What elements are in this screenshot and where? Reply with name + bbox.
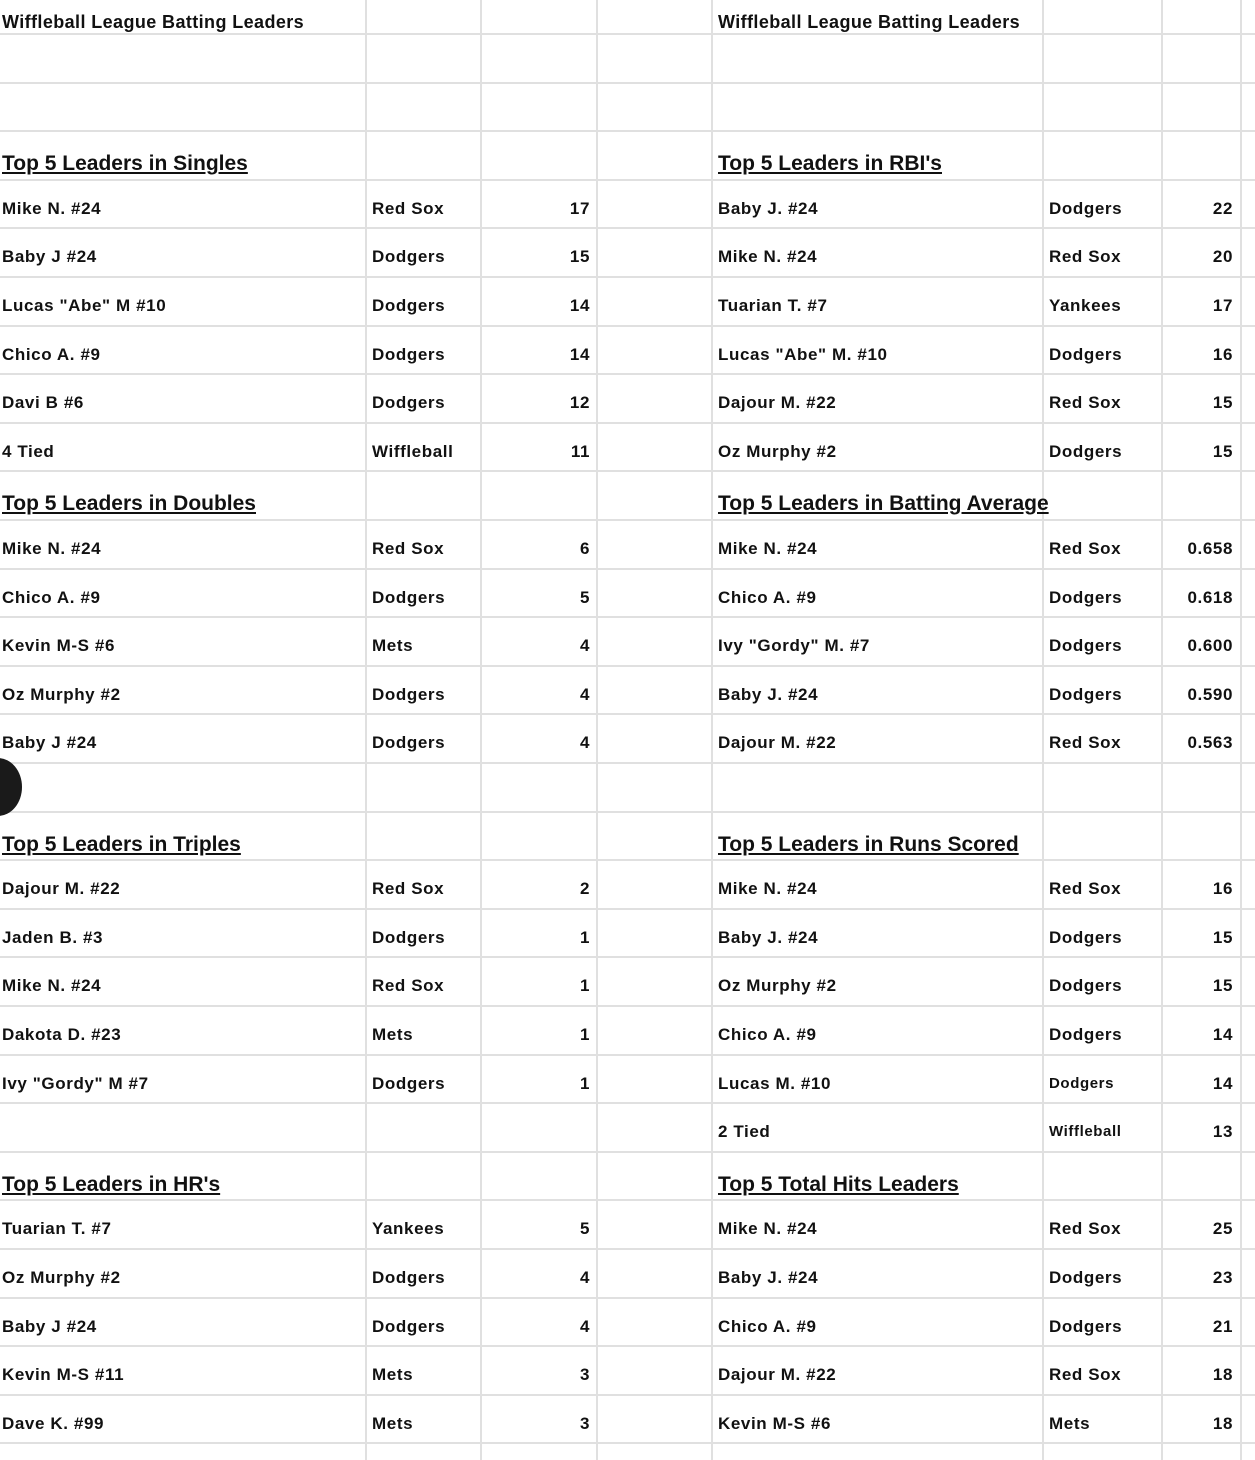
player-name-cell: Dajour M. #22 [2,879,121,898]
section-heading: Top 5 Leaders in RBI's [718,152,942,175]
player-name-cell: Lucas "Abe" M #10 [2,296,167,315]
player-name-cell: Tuarian T. #7 [2,1219,112,1238]
section-heading: Top 5 Leaders in Batting Average [718,492,1049,515]
stat-value-cell: 15 [1212,928,1233,947]
player-name-cell: Mike N. #24 [2,199,102,218]
section-heading: Top 5 Leaders in Singles [2,152,248,175]
player-name-cell: Oz Murphy #2 [2,1268,121,1287]
team-cell: Dodgers [372,247,446,266]
stat-value-cell: 12 [569,393,590,412]
team-cell: Red Sox [1049,393,1122,412]
stat-value-cell: 0.600 [1187,636,1233,655]
team-cell: Dodgers [1049,345,1123,364]
team-cell: Yankees [1049,296,1122,315]
stat-value-cell: 11 [570,442,590,461]
team-cell: Dodgers [1049,636,1123,655]
team-cell: Dodgers [372,1268,446,1287]
team-cell: Mets [372,1365,414,1384]
player-name-cell: Ivy "Gordy" M. #7 [718,636,870,655]
sheet-title-left: Wiffleball League Batting Leaders [2,12,305,32]
team-cell: Dodgers [1049,442,1123,461]
row-divider [0,82,1255,84]
column-divider [1240,0,1242,1460]
team-cell: Red Sox [1049,1219,1122,1238]
player-name-cell: Kevin M-S #6 [2,636,116,655]
stat-value-cell: 22 [1212,199,1233,218]
stat-value-cell: 1 [579,928,590,947]
section-heading: Top 5 Leaders in HR's [2,1173,221,1196]
player-name-cell: 4 Tied [2,442,55,461]
team-cell: Dodgers [372,393,446,412]
player-name-cell: Mike N. #24 [718,1219,818,1238]
player-name-cell: Mike N. #24 [2,539,102,558]
team-cell: Dodgers [372,928,446,947]
stat-value-cell: 4 [579,1317,590,1336]
player-name-cell: Baby J #24 [2,247,97,266]
player-name-cell: Kevin M-S #11 [2,1365,125,1384]
stat-value-cell: 0.563 [1187,733,1233,752]
stat-value-cell: 18 [1212,1414,1233,1433]
team-cell: Dodgers [1049,1025,1123,1044]
column-divider [596,0,598,1460]
player-name-cell: Mike N. #24 [718,247,818,266]
stat-value-cell: 15 [1212,442,1233,461]
team-cell: Red Sox [1049,879,1122,898]
player-name-cell: Baby J. #24 [718,199,819,218]
column-divider [1042,0,1044,1460]
player-name-cell: Chico A. #9 [718,1317,817,1336]
team-cell: Dodgers [1049,928,1123,947]
team-cell: Mets [372,636,414,655]
team-cell: Wiffleball [1049,1123,1122,1140]
stat-value-cell: 15 [1212,393,1233,412]
player-name-cell: Baby J. #24 [718,928,819,947]
team-cell: Dodgers [372,296,446,315]
stat-value-cell: 4 [579,733,590,752]
team-cell: Mets [372,1414,414,1433]
player-name-cell: Dajour M. #22 [718,393,837,412]
stat-value-cell: 14 [1212,1025,1233,1044]
stat-value-cell: 0.590 [1187,685,1233,704]
player-name-cell: Dakota D. #23 [2,1025,122,1044]
stat-value-cell: 21 [1212,1317,1233,1336]
stat-value-cell: 25 [1212,1219,1233,1238]
player-name-cell: Ivy "Gordy" M #7 [2,1074,149,1093]
stat-value-cell: 15 [569,247,590,266]
player-name-cell: Chico A. #9 [2,345,101,364]
team-cell: Mets [1049,1414,1091,1433]
player-name-cell: 2 Tied [718,1122,771,1141]
stat-value-cell: 20 [1212,247,1233,266]
player-name-cell: Oz Murphy #2 [718,976,837,995]
player-name-cell: Baby J. #24 [718,685,819,704]
section-heading: Top 5 Leaders in Runs Scored [718,833,1019,856]
team-cell: Red Sox [372,879,445,898]
stat-value-cell: 2 [579,879,590,898]
player-name-cell: Baby J #24 [2,733,97,752]
player-name-cell: Davi B #6 [2,393,84,412]
team-cell: Dodgers [372,733,446,752]
stat-value-cell: 3 [579,1365,590,1384]
team-cell: Dodgers [1049,588,1123,607]
stat-value-cell: 23 [1212,1268,1233,1287]
stat-value-cell: 3 [579,1414,590,1433]
player-name-cell: Dajour M. #22 [718,733,837,752]
sheet-title-right: Wiffleball League Batting Leaders [718,12,1021,32]
team-cell: Red Sox [1049,539,1122,558]
team-cell: Dodgers [1049,199,1123,218]
stat-value-cell: 13 [1212,1122,1233,1141]
section-heading: Top 5 Leaders in Triples [2,833,241,856]
player-name-cell: Oz Murphy #2 [718,442,837,461]
stat-value-cell: 15 [1212,976,1233,995]
player-name-cell: Chico A. #9 [2,588,101,607]
stat-value-cell: 1 [579,1025,590,1044]
player-name-cell: Oz Murphy #2 [2,685,121,704]
stat-value-cell: 14 [569,296,590,315]
team-cell: Dodgers [372,345,446,364]
team-cell: Dodgers [372,588,446,607]
column-divider [365,0,367,1460]
team-cell: Red Sox [372,199,445,218]
team-cell: Mets [372,1025,414,1044]
player-name-cell: Mike N. #24 [718,879,818,898]
player-name-cell: Lucas "Abe" M. #10 [718,345,888,364]
team-cell: Red Sox [1049,247,1122,266]
stat-value-cell: 5 [579,1219,590,1238]
team-cell: Red Sox [1049,1365,1122,1384]
player-name-cell: Jaden B. #3 [2,928,104,947]
player-name-cell: Lucas M. #10 [718,1074,832,1093]
player-name-cell: Baby J #24 [2,1317,97,1336]
stat-value-cell: 18 [1212,1365,1233,1384]
player-name-cell: Chico A. #9 [718,1025,817,1044]
player-name-cell: Dajour M. #22 [718,1365,837,1384]
team-cell: Yankees [372,1219,445,1238]
team-cell: Red Sox [372,539,445,558]
team-cell: Dodgers [372,1317,446,1336]
team-cell: Dodgers [1049,976,1123,995]
team-cell: Red Sox [372,976,445,995]
team-cell: Dodgers [1049,1268,1123,1287]
stat-value-cell: 5 [579,588,590,607]
column-divider [711,0,713,1460]
player-name-cell: Baby J. #24 [718,1268,819,1287]
stat-value-cell: 17 [1212,296,1233,315]
team-cell: Wiffleball [372,442,454,461]
player-name-cell: Kevin M-S #6 [718,1414,832,1433]
stat-value-cell: 16 [1212,345,1233,364]
stat-value-cell: 16 [1212,879,1233,898]
player-name-cell: Tuarian T. #7 [718,296,828,315]
team-cell: Dodgers [372,1074,446,1093]
team-cell: Dodgers [1049,1317,1123,1336]
team-cell: Dodgers [1049,1075,1115,1092]
player-name-cell: Dave K. #99 [2,1414,105,1433]
stat-value-cell: 0.658 [1187,539,1233,558]
section-heading: Top 5 Total Hits Leaders [718,1173,959,1196]
stat-value-cell: 17 [569,199,590,218]
player-name-cell: Chico A. #9 [718,588,817,607]
team-cell: Dodgers [372,685,446,704]
section-heading: Top 5 Leaders in Doubles [2,492,256,515]
stat-value-cell: 4 [579,1268,590,1287]
stat-value-cell: 6 [579,539,590,558]
team-cell: Red Sox [1049,733,1122,752]
stat-value-cell: 1 [579,1074,590,1093]
player-name-cell: Mike N. #24 [718,539,818,558]
player-name-cell: Mike N. #24 [2,976,102,995]
stat-value-cell: 4 [579,636,590,655]
stat-value-cell: 14 [569,345,590,364]
team-cell: Dodgers [1049,685,1123,704]
stat-value-cell: 14 [1212,1074,1233,1093]
stat-value-cell: 4 [579,685,590,704]
stat-value-cell: 0.618 [1187,588,1233,607]
stat-value-cell: 1 [579,976,590,995]
